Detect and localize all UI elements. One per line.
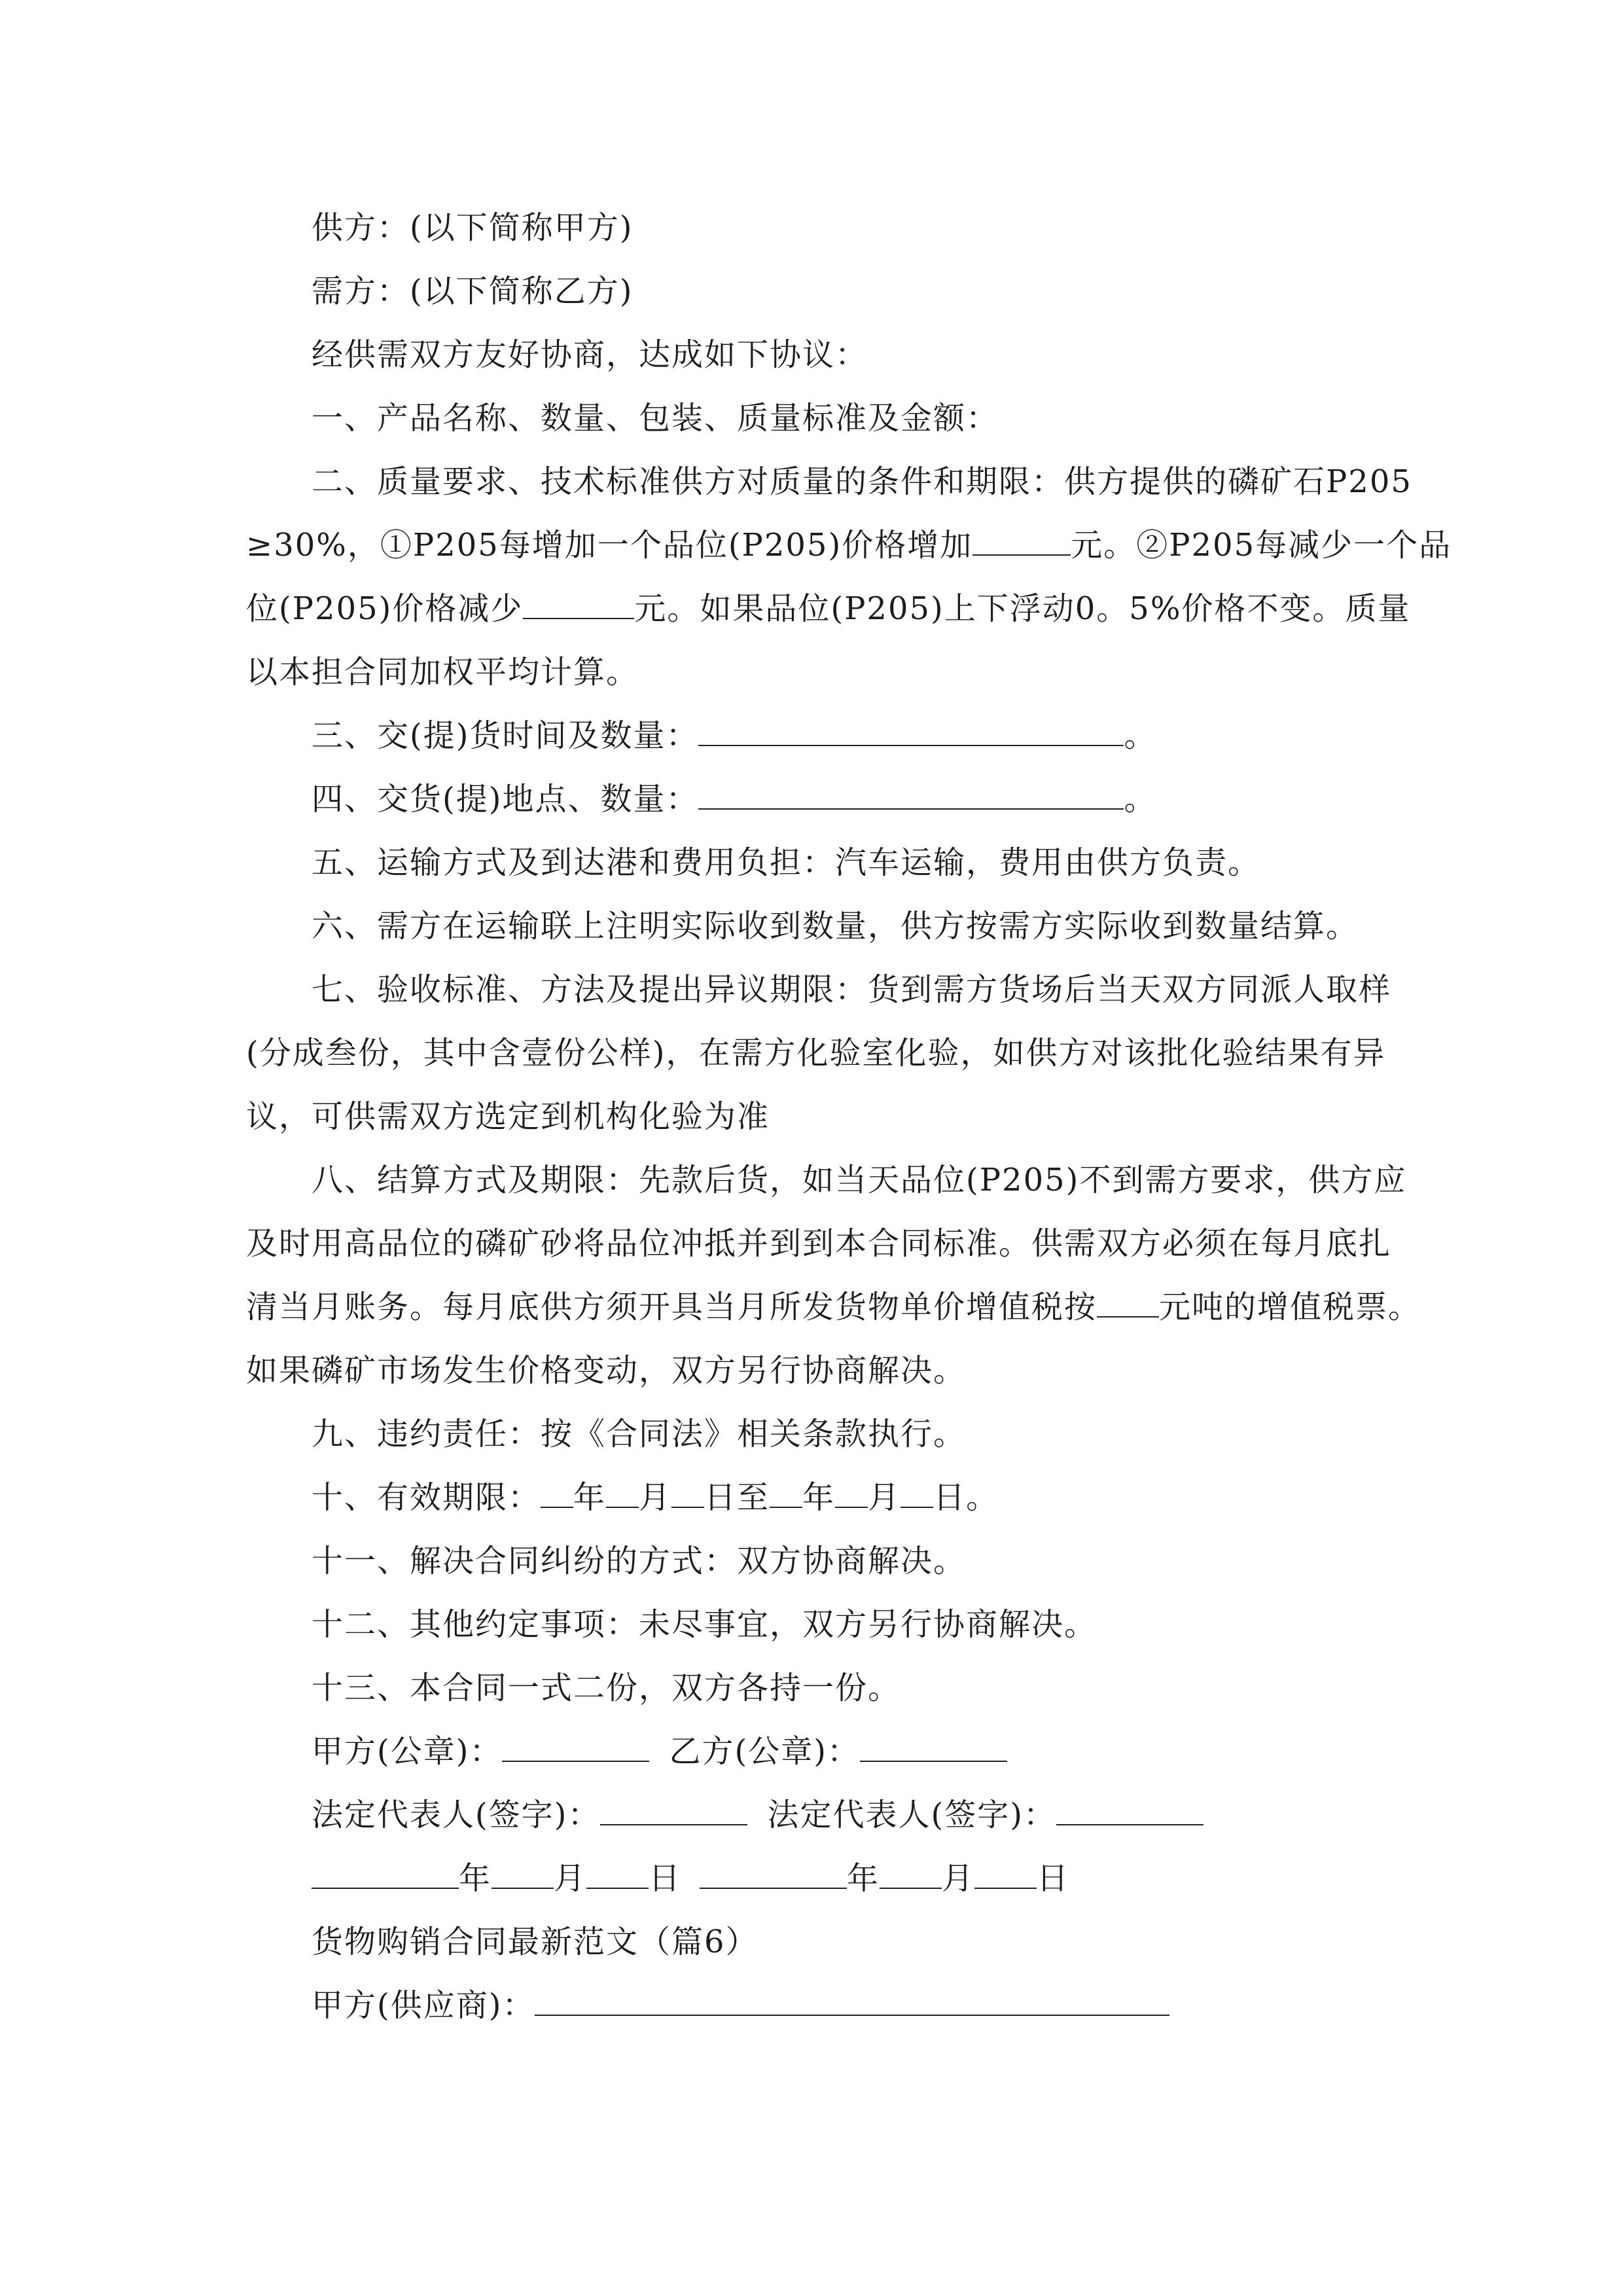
party-b-day-label: 日 (1037, 1860, 1070, 1897)
clause-3 (312, 716, 1156, 755)
party-b-month-blank (880, 1859, 942, 1889)
seal-line (312, 1732, 1007, 1771)
party-a-seal-label: 甲方(公章)： (312, 1733, 503, 1770)
party-a-day-blank (586, 1859, 649, 1889)
start-year-blank (541, 1478, 573, 1508)
clause-8-line-4: 如果磷矿市场发生价格变动，双方另行协商解决。 (246, 1352, 967, 1389)
clause-9: 九、违约责任：按《合同法》相关条款执行。 (312, 1416, 967, 1452)
party-b-seal-blank (860, 1732, 1007, 1762)
intro-text: 经供需双方友好协商，达成如下协议： (312, 336, 868, 373)
representative-line (312, 1795, 1204, 1835)
clause-2-line-1: 二、质量要求、技术标准供方对质量的条件和期限：供方提供的磷矿石P205 (312, 463, 1412, 500)
date-line (312, 1859, 1069, 1898)
party-b-rep-label: 法定代表人(签字)： (767, 1797, 1056, 1833)
party-b-year-label: 年 (847, 1860, 880, 1897)
supplier-name-blank (535, 1986, 1169, 2016)
clause-3-end: 。 (1124, 717, 1157, 754)
party-a-year-blank (312, 1859, 459, 1889)
clause-10 (312, 1478, 999, 1517)
party-a-rep-label: 法定代表人(签字)： (312, 1797, 601, 1833)
party-a-day-label: 日 (649, 1860, 682, 1897)
clause-2-text-b: 元。②P205每减少一个品 (1071, 527, 1452, 564)
party-a-seal-blank (502, 1732, 649, 1762)
start-day-label: 日至 (704, 1479, 770, 1516)
clause-2-text-d: 元。如果品位(P205)上下浮动0。5%价格不变。质量 (634, 590, 1411, 627)
end-day-blank (901, 1478, 933, 1508)
clause-2-text-a: ≥30%，①P205每增加一个品位(P205)价格增加 (246, 527, 973, 564)
next-party-label: 甲方(供应商)： (312, 1987, 535, 2024)
clause-8-text-b: 元吨的增值税票。 (1159, 1289, 1421, 1325)
clause-11: 十一、解决合同纠纷的方式：双方协商解决。 (312, 1543, 967, 1579)
clause-13: 十三、本合同一式二份，双方各持一份。 (312, 1670, 901, 1706)
clause-2-line-3 (246, 589, 1410, 628)
clause-12: 十二、其他约定事项：未尽事宜，双方另行协商解决。 (312, 1606, 1097, 1643)
price-increase-blank (972, 526, 1071, 556)
end-year-blank (770, 1478, 802, 1508)
clause-8-line-2: 及时用高品位的磷矿砂将品位冲抵并到到本合同标准。供需双方必须在每月底扎 (246, 1225, 1392, 1262)
clause-4-text: 四、交货(提)地点、数量： (312, 781, 699, 817)
tax-price-blank (1097, 1287, 1159, 1318)
clause-6: 六、需方在运输联上注明实际收到数量，供方按需方实际收到数量结算。 (312, 908, 1359, 944)
start-year-label: 年 (573, 1479, 607, 1516)
clause-1: 一、产品名称、数量、包装、质量标准及金额： (312, 400, 999, 437)
clause-10-text: 十、有效期限： (312, 1479, 541, 1516)
start-day-blank (671, 1478, 704, 1508)
next-party-line (312, 1986, 1169, 2025)
clause-3-text: 三、交(提)货时间及数量： (312, 717, 699, 754)
clause-7-line-2: (分成叁份，其中含壹份公样)，在需方化验室化验，如供方对该批化验结果有异 (246, 1035, 1386, 1071)
next-section-title: 货物购销合同最新范文（篇6） (312, 1924, 758, 1960)
party-b-rep-blank (1056, 1795, 1204, 1825)
end-month-blank (835, 1478, 868, 1508)
clause-8-line-3 (246, 1287, 1421, 1327)
party-buyer: 需方：(以下简称乙方) (312, 273, 633, 310)
clause-7-line-3: 议，可供需双方选定到机构化验为准 (246, 1098, 770, 1135)
party-a-month-blank (491, 1859, 554, 1889)
clause-4-end: 。 (1124, 781, 1157, 817)
party-a-month-label: 月 (554, 1860, 587, 1897)
clause-8-line-1: 八、结算方式及期限：先款后货，如当天品位(P205)不到需方要求，供方应 (312, 1162, 1407, 1198)
clause-5: 五、运输方式及到达港和费用负担：汽车运输，费用由供方负责。 (312, 844, 1261, 881)
end-year-label: 年 (802, 1479, 836, 1516)
party-b-seal-label: 乙方(公章)： (669, 1733, 860, 1770)
clause-8-text-a: 清当月账务。每月底供方须开具当月所发货物单价增值税按 (246, 1289, 1097, 1325)
party-b-year-blank (700, 1859, 847, 1889)
clause-2-line-2 (246, 526, 1452, 565)
delivery-time-blank (698, 716, 1124, 746)
delivery-place-blank (698, 780, 1124, 810)
end-day-label: 日。 (933, 1479, 999, 1516)
end-month-label: 月 (868, 1479, 901, 1516)
clause-4 (312, 780, 1156, 819)
party-b-month-label: 月 (942, 1860, 975, 1897)
price-decrease-blank (523, 589, 634, 619)
party-a-rep-blank (600, 1795, 747, 1825)
party-b-day-blank (974, 1859, 1037, 1889)
party-a-year-label: 年 (459, 1860, 492, 1897)
clause-7-line-1: 七、验收标准、方法及提出异议期限：货到需方货场后当天双方同派人取样 (312, 971, 1392, 1008)
clause-2-line-4: 以本担合同加权平均计算。 (246, 654, 639, 691)
start-month-blank (606, 1478, 639, 1508)
clause-2-text-c: 位(P205)价格减少 (246, 590, 524, 627)
party-supplier: 供方：(以下简称甲方) (312, 209, 633, 246)
start-month-label: 月 (639, 1479, 672, 1516)
